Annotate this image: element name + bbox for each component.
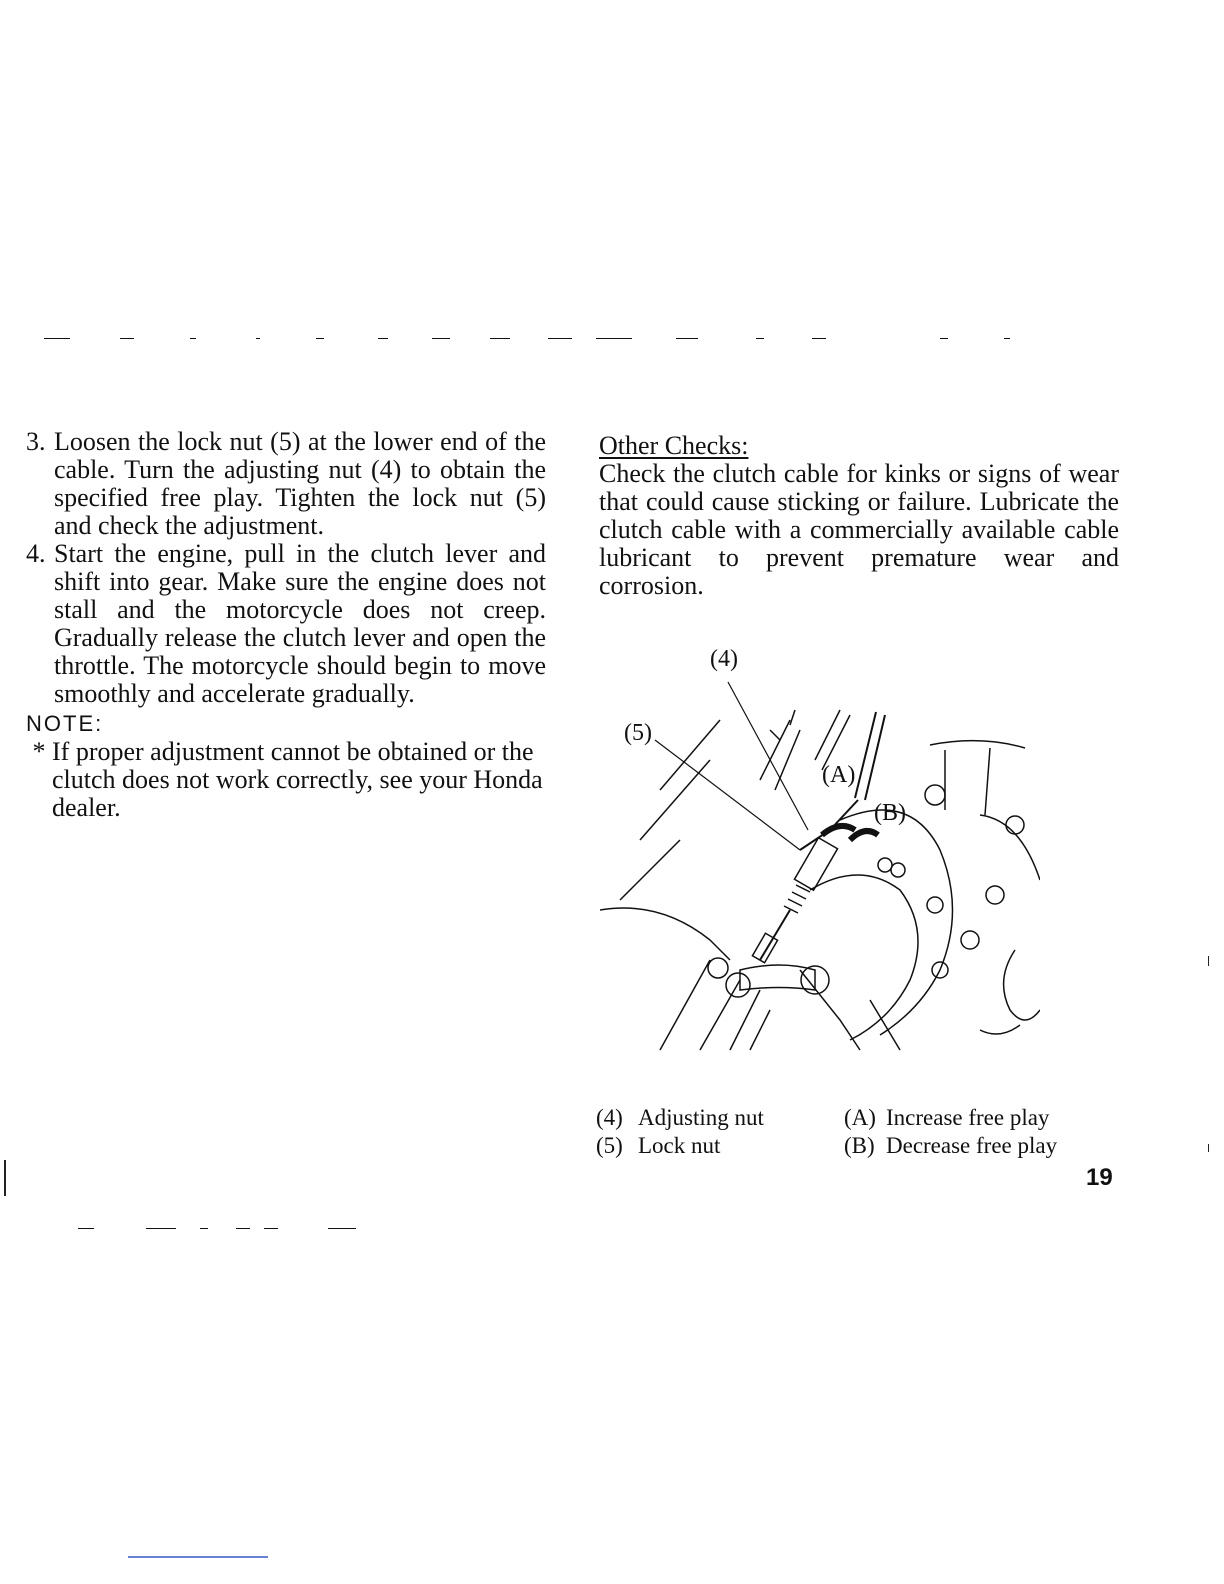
bolt-icon [878, 858, 892, 872]
legend-item [844, 1104, 1092, 1132]
release-lever [740, 965, 815, 990]
callout-a: (A) [822, 762, 856, 788]
bolt-icon [1006, 816, 1024, 834]
scan-edge-mark [1208, 956, 1209, 966]
page-number: 19 [1086, 1164, 1113, 1191]
thread-lines [784, 885, 810, 913]
engine-outline [945, 748, 990, 815]
step-text: Start the engine, pull in the clutch lever and shift into gear. Make sure the engine does not stall and the motorcycle does not creep. Gradually release the clutch lever and open the throttle. The motorcycle should begin to move smoothly and accelerate gradually. [54, 539, 546, 708]
scan-edge-mark [4, 1160, 6, 1196]
bolt-icon [925, 785, 945, 805]
clutch-cable [855, 712, 885, 800]
legend-item [596, 1132, 844, 1160]
engine-outline [930, 741, 1025, 748]
legend-key: (5) [596, 1133, 623, 1158]
legend-label: Increase free play [886, 1105, 1050, 1130]
increase-arrow-icon [822, 826, 855, 835]
note-heading: NOTE: [26, 711, 104, 736]
step-4 [26, 540, 546, 708]
engine-outline [980, 815, 1040, 880]
engine-outline [980, 1025, 1020, 1034]
step-text: Loosen the lock nut (5) at the lower end of the cable. Turn the adjusting nut (4) to obtain the specified free play. Tighten the lock nut (5) and check the adjustment. [54, 427, 546, 540]
bolt-icon [961, 931, 979, 949]
legend-label: Adjusting nut [638, 1105, 764, 1130]
adjusting-nut [794, 838, 837, 891]
note-text: If proper adjustment cannot be obtained or the clutch does not work correctly, see your Honda dealer. [52, 737, 543, 822]
left-column [26, 428, 546, 822]
callout-5: (5) [624, 720, 652, 746]
frame-lines [660, 960, 770, 1050]
step-3 [26, 428, 546, 540]
bolt-icon [891, 863, 905, 877]
bullet-icon: * [32, 737, 46, 766]
legend-label: Decrease free play [886, 1133, 1058, 1158]
bolt-icon [986, 886, 1004, 904]
legend-item [596, 1104, 844, 1132]
frame-lines [620, 720, 720, 900]
bolt-icon [708, 958, 728, 978]
clutch-adjustment-diagram [600, 640, 1040, 1060]
legend-row [596, 1104, 1116, 1132]
decrease-arrow-icon [850, 831, 878, 840]
bolt-icon [927, 897, 943, 913]
leader-line [655, 740, 800, 850]
callout-4: (4) [710, 646, 738, 672]
scan-edge-mark [1208, 1144, 1209, 1152]
step-number: 4. [26, 539, 46, 568]
cover-outline [810, 875, 918, 1040]
legend-item [844, 1132, 1092, 1160]
scan-blue-line [128, 1556, 268, 1558]
right-column [599, 432, 1119, 600]
legend-key: (A) [844, 1105, 876, 1130]
figure-legend [596, 1104, 1116, 1160]
legend-label: Lock nut [638, 1133, 721, 1158]
other-checks-text: Check the clutch cable for kinks or signs of wear that could cause sticking or failure. Lubricate the clutch cable with a commercially available cable lubricant to prevent premature wear and corrosion. [599, 459, 1119, 600]
other-checks-heading: Other Checks: [599, 431, 749, 460]
note-item [26, 738, 546, 822]
callout-b: (B) [874, 800, 906, 826]
engine-outline [1004, 950, 1040, 1020]
legend-key: (B) [844, 1133, 875, 1158]
legend-row [596, 1132, 1116, 1160]
leader-line [728, 682, 808, 830]
frame-lines [600, 908, 730, 960]
lock-nut [752, 933, 777, 963]
legend-key: (4) [596, 1105, 623, 1130]
step-number: 3. [26, 427, 46, 456]
